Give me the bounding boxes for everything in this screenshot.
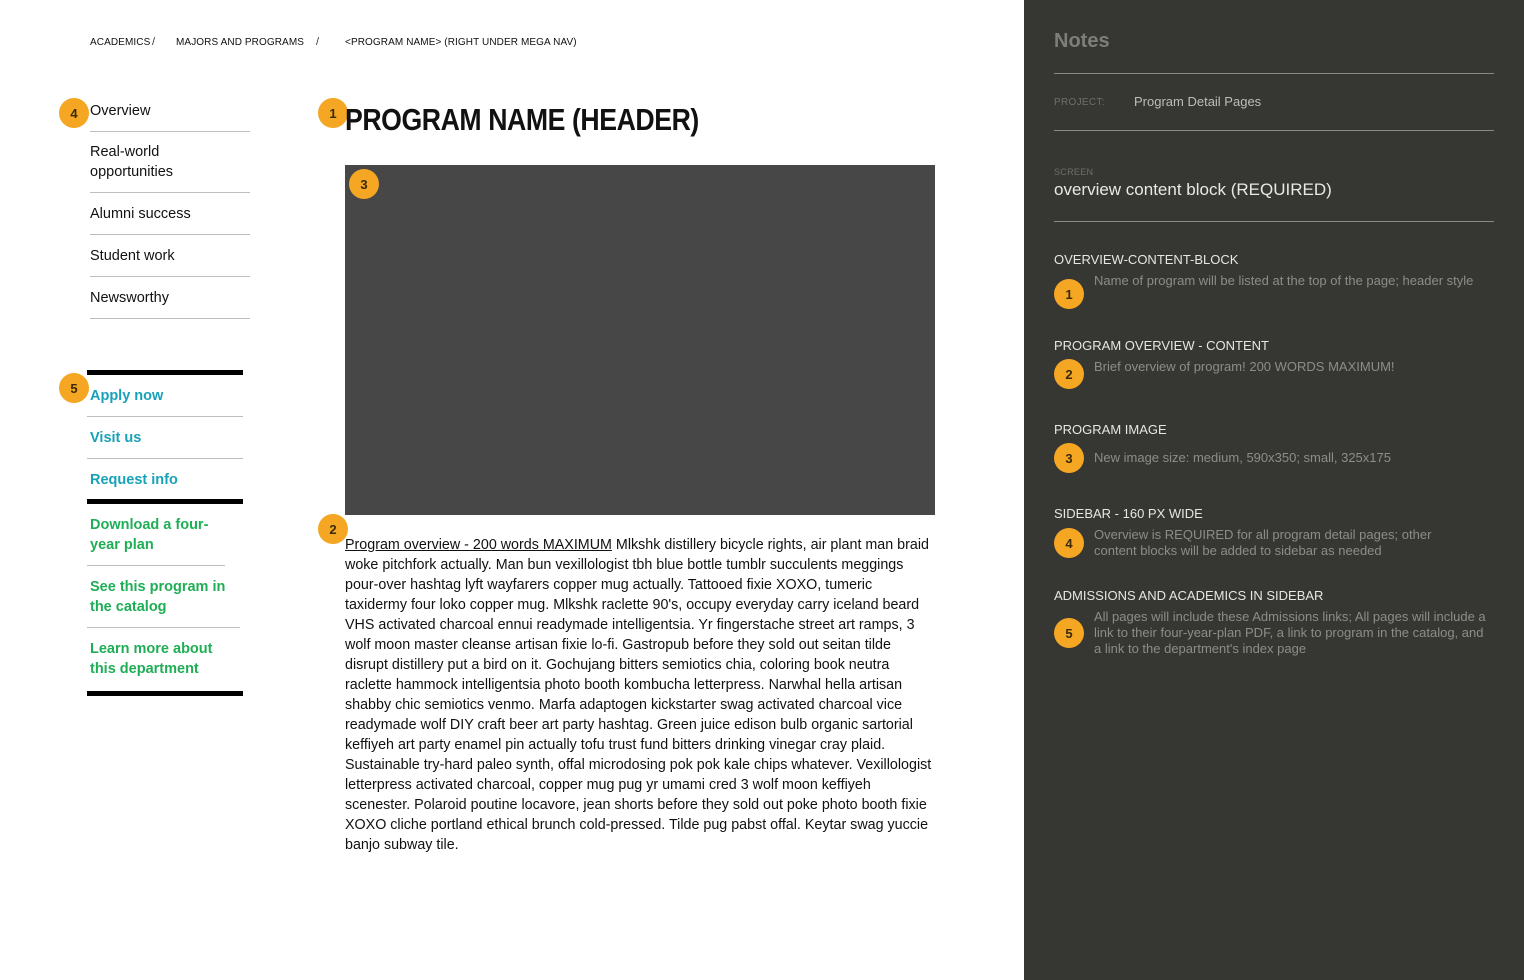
project-value: Program Detail Pages xyxy=(1134,94,1262,109)
note-text: All pages will include these Admissions links; All pages will include a link to their four-year-plan PDF, a link to program in the catalog, and a link to the department's index page xyxy=(1094,609,1486,656)
breadcrumb-current-page: <PROGRAM NAME> (RIGHT UNDER MEGA NAV) xyxy=(345,37,577,48)
note-text: New image size: medium, 590x350; small, 325x175 xyxy=(1094,450,1391,465)
sidebar-item-real-world-opportunities[interactable]: Real-world opportunities xyxy=(90,144,174,180)
note-heading: PROGRAM IMAGE xyxy=(1054,422,1167,437)
note-text: Name of program will be listed at the top of the page; header style xyxy=(1094,273,1474,288)
program-sidebar-nav xyxy=(90,94,250,319)
program-overview-body: Mlkshk distillery bicycle rights, air plant man braid woke pitchfork actually. Man bun vexillologist tbh blue bottle tumblr succulents meggings pour-over hashtag lyft wayfarers copper mug actually. Tattooed fixie XOXO, tumeric taxidermy four loko copper mug. Mlkshk raclette 90's, occupy everyday carry iceland beard VHS activated charcoal ennui readymade intelligentsia. Yr fingerstache street art ramps, 3 wolf moon master cleanse artisan fixie lo-fi. Gastropub before they sold out seitan tilde disrupt distillery put a bird on it. Gochujang bitters semiotics chia, coloring book neutra raclette hammock intelligentsia photo booth kombucha letterpress. Narwhal hella artisan shabby chic semiotics venmo. Marfa adaptogen kickstarter swag activated charcoal vice readymade wolf DIY craft beer art party hashtag. Green juice edison bulb organic sartorial keffiyeh art party enamel pin actually tofu trust fund bitters drinking vinegar cray plaid. Sustainable try-hard paleo synth, offal microdosing pok pok kale chips whatever. Vexillologist letterpress activated charcoal, copper mug pug yr umami cred 3 wolf moon keffiyeh scenester. Polaroid poutine locavore, jean shorts before they sold out poke photo booth fixie XOXO cliche portland ethical brunch cold-pressed. Tilde pug pabst offal. Keytar swag yuccie banjo subway tile. xyxy=(345,537,932,853)
visit-us-link[interactable]: Visit us xyxy=(87,417,243,459)
sidebar-item-overview[interactable]: Overview xyxy=(90,94,250,132)
department-link[interactable]: Learn more about this department xyxy=(90,641,213,677)
annotation-badge-2: 2 xyxy=(318,514,348,544)
sidebar-item-alumni-success[interactable]: Alumni success xyxy=(90,193,250,235)
page-title: PROGRAM NAME (HEADER) xyxy=(345,102,699,137)
breadcrumb-separator: / xyxy=(316,36,320,48)
notes-divider xyxy=(1054,130,1494,131)
screen-label: SCREEN xyxy=(1054,167,1094,177)
program-catalog-link[interactable]: See this program in the catalog xyxy=(87,566,240,628)
project-label: PROJECT: xyxy=(1054,97,1105,108)
notes-divider xyxy=(1054,73,1494,74)
thick-divider xyxy=(87,691,243,696)
sidebar-action-links xyxy=(87,370,243,696)
breadcrumb-academics[interactable]: ACADEMICS xyxy=(90,37,151,48)
notes-divider xyxy=(1054,221,1494,222)
screen-value: overview content block (REQUIRED) xyxy=(1054,180,1332,199)
note-heading: ADMISSIONS AND ACADEMICS IN SIDEBAR xyxy=(1054,588,1324,603)
annotation-badge-1: 1 xyxy=(318,98,348,128)
download-four-year-plan-link[interactable]: Download a four-year plan xyxy=(87,504,225,566)
sidebar-item-student-work[interactable]: Student work xyxy=(90,235,250,277)
note-badge-2: 2 xyxy=(1054,359,1084,389)
note-badge-1: 1 xyxy=(1054,279,1084,309)
notes-panel xyxy=(1024,0,1524,980)
program-image-placeholder xyxy=(345,165,935,515)
note-badge-4: 4 xyxy=(1054,528,1084,558)
program-overview-link[interactable]: Program overview - 200 words MAXIMUM xyxy=(345,537,612,553)
note-badge-5: 5 xyxy=(1054,618,1084,648)
breadcrumb-separator: / xyxy=(152,36,156,48)
apply-now-link[interactable]: Apply now xyxy=(87,375,243,417)
breadcrumb-majors-and-programs[interactable]: MAJORS AND PROGRAMS xyxy=(176,37,305,48)
note-heading: SIDEBAR - 160 PX WIDE xyxy=(1054,506,1203,521)
annotation-badge-4: 4 xyxy=(59,98,89,128)
note-heading: OVERVIEW-CONTENT-BLOCK xyxy=(1054,252,1239,267)
annotation-badge-3: 3 xyxy=(349,169,379,199)
notes-title: Notes xyxy=(1054,30,1110,52)
note-heading: PROGRAM OVERVIEW - CONTENT xyxy=(1054,338,1269,353)
sidebar-item-newsworthy[interactable]: Newsworthy xyxy=(90,277,250,319)
note-text: Overview is REQUIRED for all program detail pages; other content blocks will be added to sidebar as needed xyxy=(1094,527,1432,558)
annotation-badge-5: 5 xyxy=(59,373,89,403)
program-overview-text xyxy=(345,535,935,855)
request-info-link[interactable]: Request info xyxy=(90,472,178,488)
note-badge-3: 3 xyxy=(1054,443,1084,473)
note-text: Brief overview of program! 200 WORDS MAXIMUM! xyxy=(1094,359,1395,374)
